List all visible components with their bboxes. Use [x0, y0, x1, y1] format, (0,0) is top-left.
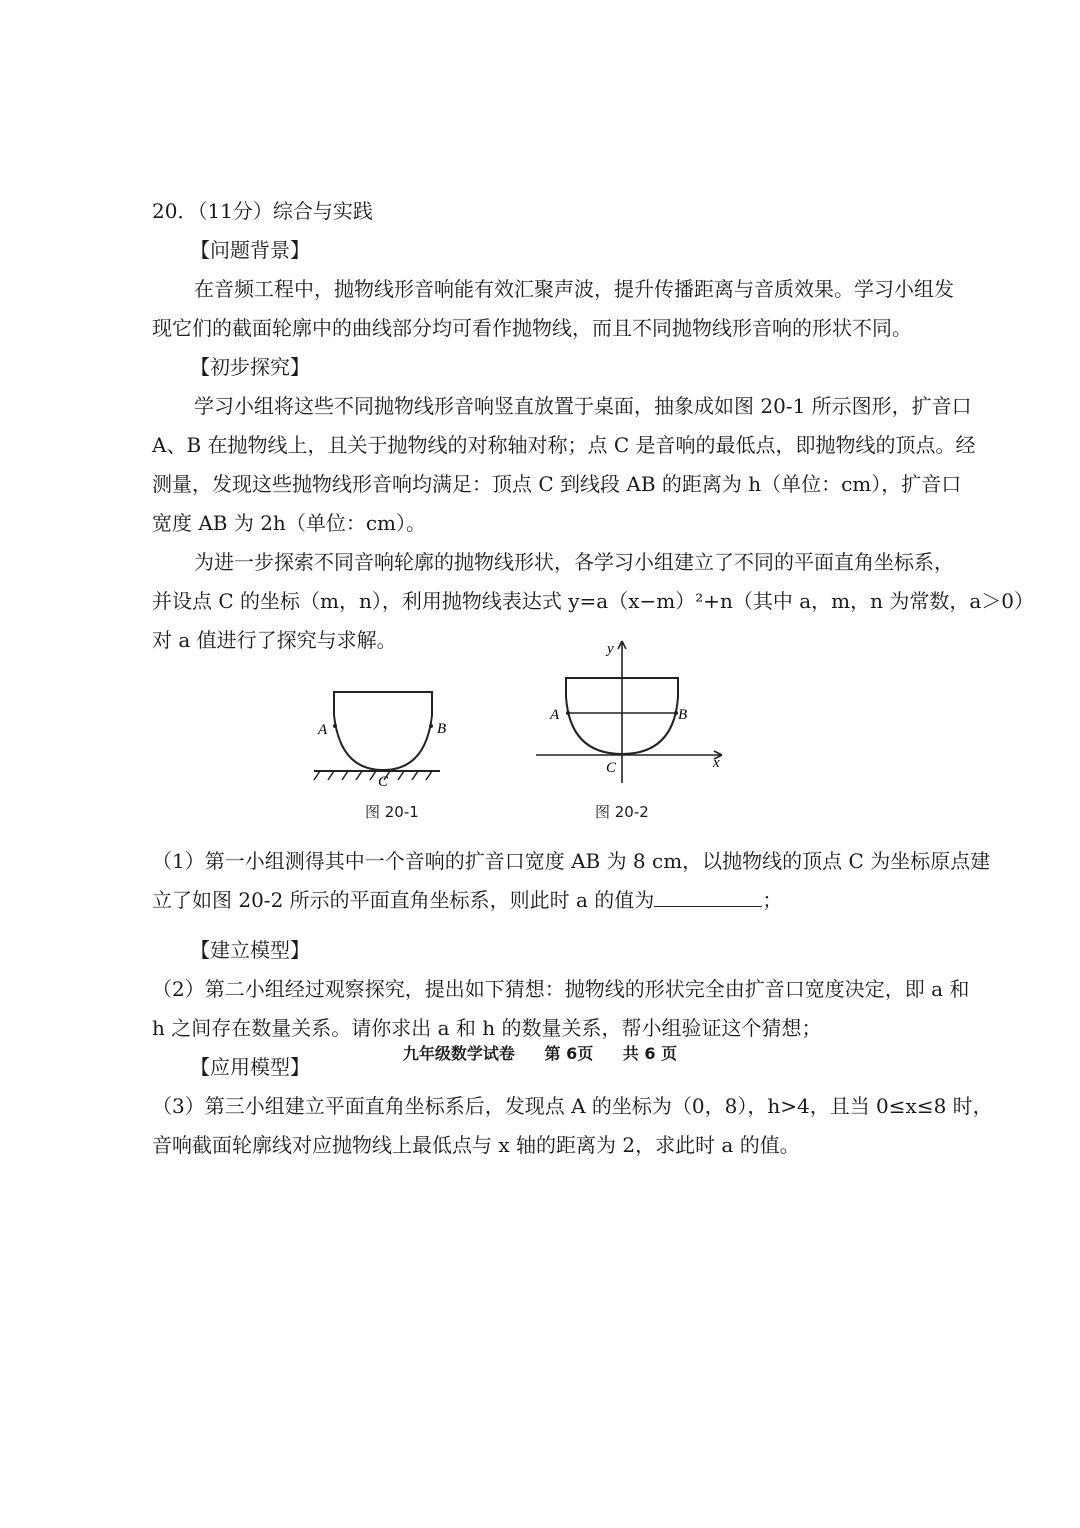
q2-line-1: （2）第二小组经过观察探究，提出如下猜想：抛物线的形状完全由扩音口宽度决定，即 a 和: [152, 977, 970, 1001]
footer-total: 共 6 页: [622, 1044, 678, 1063]
q3-line-1: （3）第三小组建立平面直角坐标系后，发现点 A 的坐标为（0，8），h>4，且当 0≤x≤8 时，: [152, 1094, 993, 1118]
section-background-title: 【问题背景】: [190, 238, 310, 262]
q2-line-2: h 之间存在数量关系。请你求出 a 和 h 的数量关系，帮小组验证这个猜想；: [152, 1016, 822, 1040]
fig1-caption: 图 20-1: [365, 803, 419, 821]
background-line-1: 在音频工程中，抛物线形音响能有效汇聚声波，提升传播距离与音质效果。学习小组发: [194, 277, 954, 301]
fig1-label-b: B: [437, 721, 447, 737]
q1-line-2-end: ；: [762, 888, 783, 912]
q1-line-2-text: 立了如图 20-2 所示的平面直角坐标系，则此时 a 的值为: [152, 888, 655, 912]
fig1-bowl-curve: [334, 692, 432, 770]
fig1-ground-hatch: [314, 771, 432, 780]
explore-line-3: 测量，发现这些抛物线形音响均满足：顶点 C 到线段 AB 的距离为 h（单位：cm），扩音口: [152, 472, 962, 496]
explore-line-5: 为进一步探索不同音响轮廓的抛物线形状，各学习小组建立了不同的平面直角坐标系，: [194, 550, 954, 574]
section-apply-title: 【应用模型】: [190, 1055, 310, 1079]
explore-line-7: 对 a 值进行了探究与求解。: [152, 628, 397, 652]
explore-line-4: 宽度 AB 为 2h（单位：cm）。: [152, 511, 426, 535]
answer-blank[interactable]: [654, 888, 762, 907]
footer-page: 第 6页: [544, 1044, 594, 1063]
fig1-label-a: A: [318, 722, 328, 738]
footer-subject: 九年级数学试卷: [402, 1044, 515, 1063]
q3-line-2: 音响截面轮廓线对应抛物线上最低点与 x 轴的距离为 2，求此时 a 的值。: [152, 1133, 800, 1157]
fig1-point-a: [333, 724, 337, 728]
q1-line-2: [152, 887, 782, 913]
fig2-label-a: A: [550, 707, 560, 723]
fig2-label-c: C: [606, 760, 617, 776]
explore-line-6: 并设点 C 的坐标（m，n），利用抛物线表达式 y=a（x−m）²+n（其中 a，m，n 为常数，a＞0）: [152, 589, 1034, 613]
fig1-point-b: [429, 724, 433, 728]
section-explore-title: 【初步探究】: [190, 355, 310, 379]
fig2-label-b: B: [678, 707, 688, 723]
section-model-title: 【建立模型】: [190, 938, 310, 962]
page-footer-text: [0, 1041, 1080, 1064]
fig2-point-a: [566, 711, 570, 715]
background-line-2: 现它们的截面轮廓中的曲线部分均可看作抛物线，而且不同抛物线形音响的形状不同。: [152, 316, 912, 340]
fig2-caption: 图 20-2: [595, 803, 649, 821]
fig1-label-c: C: [378, 774, 389, 790]
fig2-label-y: y: [607, 641, 614, 657]
explore-line-1: 学习小组将这些不同抛物线形音响竖直放置于桌面，抽象成如图 20-1 所示图形，扩音口: [194, 394, 972, 418]
question-header: 20．（11分）综合与实践: [152, 199, 373, 223]
fig2-label-x: x: [713, 755, 720, 771]
figure-20-1: [300, 670, 450, 790]
explore-line-2: A、B 在抛物线上，且关于抛物线的对称轴对称；点 C 是音响的最低点，即抛物线的顶点。经: [152, 433, 976, 457]
figure-20-2: [530, 635, 730, 785]
q1-line-1: （1）第一小组测得其中一个音响的扩音口宽度 AB 为 8 cm，以抛物线的顶点 C 为坐标原点建: [152, 849, 991, 873]
